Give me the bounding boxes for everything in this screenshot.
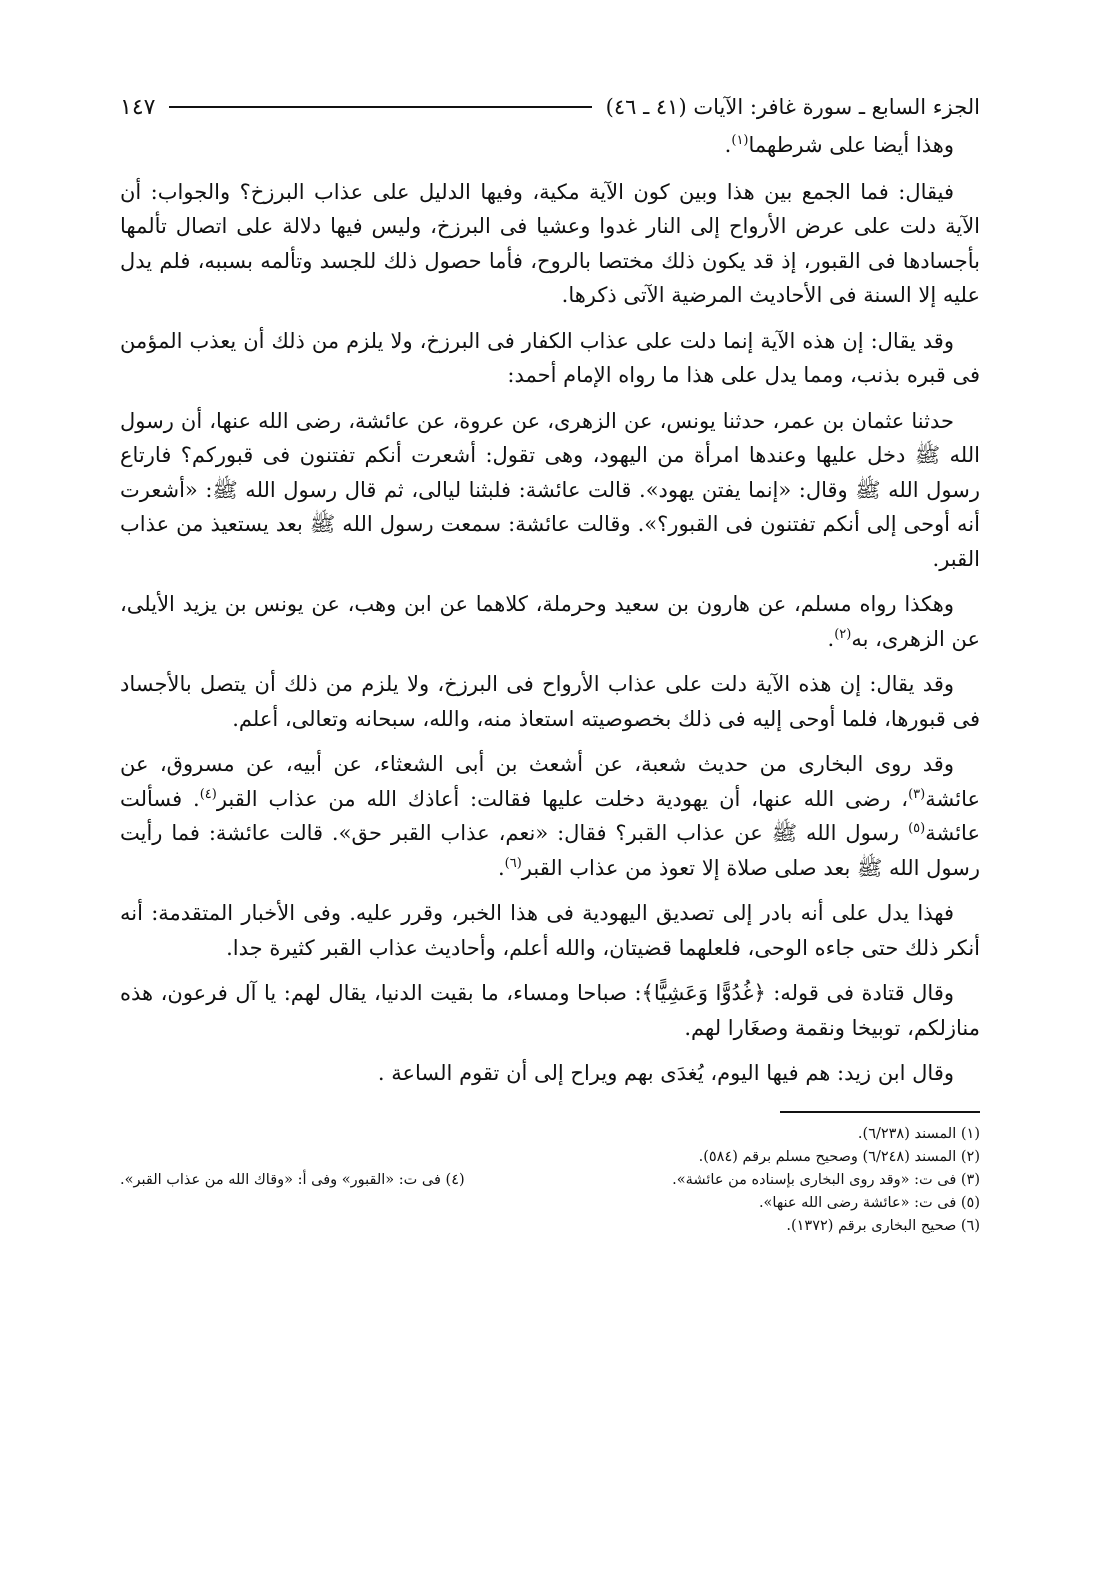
footnote-ref-1[interactable]: (١) [731, 133, 749, 148]
footnote-3: (٣) فى ت: «وقد روى البخارى بإسناده من عائشة». [672, 1171, 980, 1188]
footnote-ref-3[interactable]: (٣) [908, 786, 926, 802]
footnote-2: (٢) المسند (٦/٢٤٨) وصحيح مسلم برقم (٥٨٤). [698, 1148, 980, 1165]
page-header [120, 86, 980, 128]
page-number: ١٤٧ [120, 94, 156, 120]
header-rule [169, 106, 591, 108]
paragraph-1: وهذا أيضا على شرطهما$^{(١)}$. [724, 133, 954, 157]
footnotes [120, 1123, 980, 1238]
footnote-ref-6[interactable]: (٦) [504, 855, 522, 871]
footnote-5: (٥) فى ت: «عائشة رضى الله عنها». [758, 1194, 980, 1211]
footnote-ref-4[interactable]: (٤) [199, 786, 217, 802]
book-page [120, 86, 980, 1238]
running-title: الجزء السابع ـ سورة غافر: الآيات (٤١ ـ ٤٦) [605, 95, 980, 119]
paragraph-4: حدثنا عثمان بن عمر، حدثنا يونس، عن الزهرى، عن عروة، عن عائشة، رضى الله عنها، أن رسول الله ﷺ دخل عليها وعندها امرأة من اليهود، وهى تقول: أشعرت أنكم تفتنون فى قبوركم؟ فارتاع رسول الله ﷺ وقال: «إنما يفتن يهود». قالت عائشة: فلبثنا ليالى، ثم قال رسول الله ﷺ: «أشعرت أنه أوحى إلى أنكم تفتنون فى القبور؟». وقالت عائشة: سمعت رسول الله ﷺ بعد يستعيذ من عذاب القبر. [120, 408, 980, 571]
paragraph-3: وقد يقال: إن هذه الآية إنما دلت على عذاب الكفار فى البرزخ، ولا يلزم من ذلك أن يعذب المؤمن فى قبره بذنب، ومما يدل على هذا ما رواه الإمام أحمد: [120, 328, 980, 387]
paragraph-6: وقد يقال: إن هذه الآية دلت على عذاب الأرواح فى البرزخ، ولا يلزم من ذلك أن يتصل بالأجساد فى قبورها، فلما أوحى إليه فى ذلك بخصوصيته استعاذ منه، والله، سبحانه وتعالى، أعلم. [120, 672, 980, 731]
footnote-ref-2[interactable]: (٢) [834, 626, 852, 642]
footnote-row [120, 1146, 980, 1169]
paragraph-7: وقد روى البخارى من حديث شعبة، عن أشعث بن أبى الشعثاء، عن أبيه، عن مسروق، عن عائشة$^{(٣)}$، رضى الله عنها، أن يهودية دخلت عليها فقالت: أعاذك الله من عذاب القبر$^{(٤)}$. فسألت عائشة$^{(٥)}$ رسول الله ﷺ عن عذاب القبر؟ فقال: «نعم، عذاب القبر حق». قالت عائشة: فما رأيت رسول الله ﷺ بعد صلى صلاة إلا تعوذ من عذاب القبر$^{(٦)}$. [120, 752, 981, 880]
paragraph-8: فهذا يدل على أنه بادر إلى تصديق اليهودية فى هذا الخبر، وقرر عليه. وفى الأخبار المتقدمة: أنه أنكر ذلك حتى جاءه الوحى، فلعلهما قضيتان، والله أعلم، وأحاديث عذاب القبر كثيرة جدا. [120, 901, 980, 960]
footnote-1: (١) المسند (٦/٢٣٨). [857, 1125, 980, 1142]
paragraph-9: وقال قتادة فى قوله: ﴿غُدُوًّا وَعَشِيًّا﴾: صباحا ومساء، ما بقيت الدنيا، يقال لهم: يا آل فرعون، هذه منازلكم، توبيخا ونقمة وصغَارا لهم. [120, 981, 980, 1040]
footnote-row [120, 1215, 980, 1238]
footnote-4: (٤) فى ت: «القبور» وفى أ: «وقاك الله من عذاب القبر». [120, 1171, 465, 1188]
paragraph-2: فيقال: فما الجمع بين هذا وبين كون الآية مكية، وفيها الدليل على عذاب البرزخ؟ والجواب: أن الآية دلت على عرض الأرواح إلى النار غدوا وعشيا فى البرزخ، وليس فيها دلالة على اتصال تألمها بأجسادها فى القبور، إذ قد يكون ذلك مختصا بالروح، فأما حصول ذلك للجسد وتألمه بسببه، فلم يدل عليه إلا السنة فى الأحاديث المرضية الآتى ذكرها. [120, 179, 980, 307]
footnote-ref-5[interactable]: (٥) [908, 821, 926, 836]
footnote-separator [780, 1111, 980, 1113]
footnote-row [120, 1192, 980, 1215]
paragraph-10: وقال ابن زيد: هم فيها اليوم، يُغدَى بهم ويراح إلى أن تقوم الساعة . [377, 1061, 954, 1085]
footnote-row [120, 1123, 980, 1146]
footnote-6: (٦) صحيح البخارى برقم (١٣٧٢). [786, 1217, 980, 1234]
paragraph-5: وهكذا رواه مسلم، عن هارون بن سعيد وحرملة، كلاهما عن ابن وهب، عن يونس بن يزيد الأيلى، عن الزهرى، به$^{(٢)}$. [120, 592, 980, 651]
footnote-row [120, 1169, 980, 1192]
